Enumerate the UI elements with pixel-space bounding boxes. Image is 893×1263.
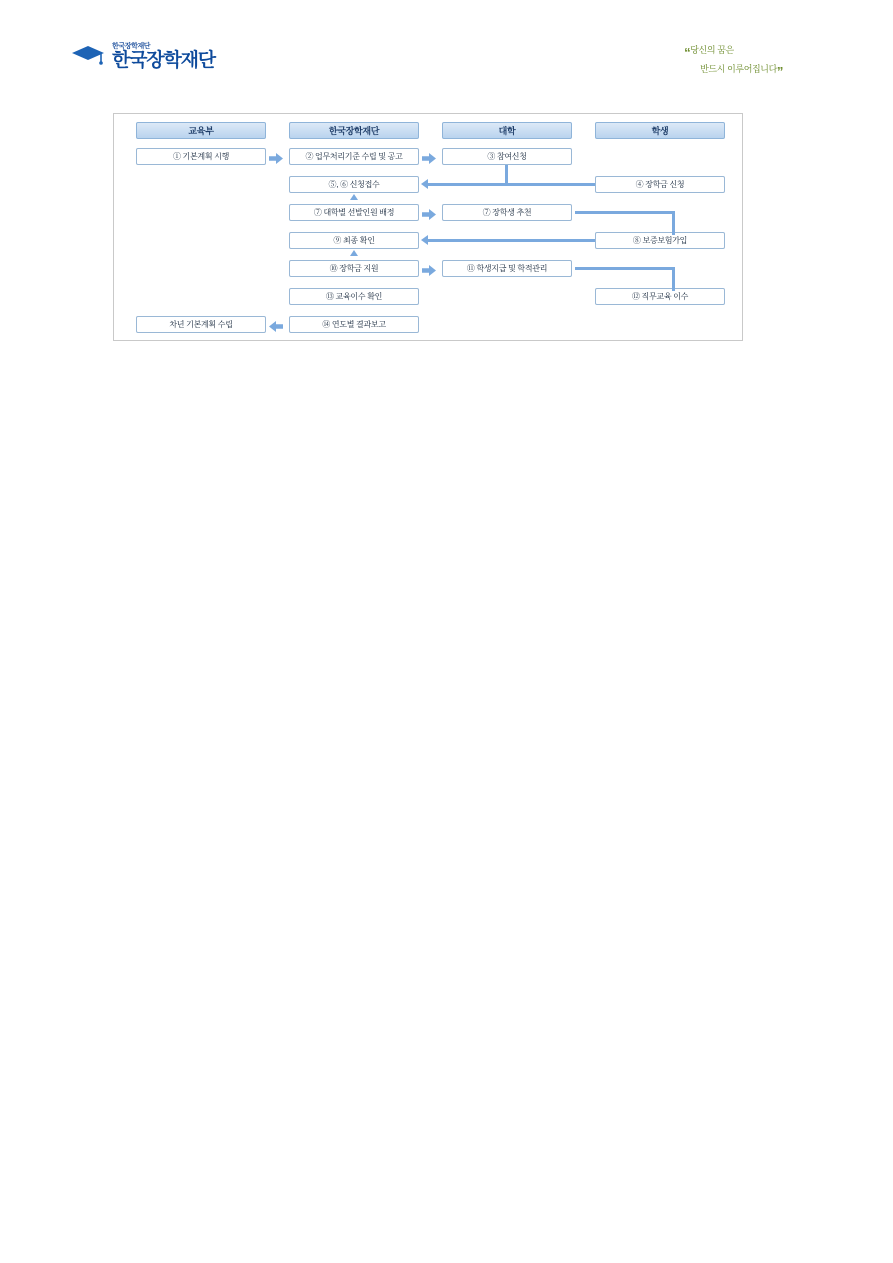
node-job-training-completion: ⑫ 직무교육 이수 [595,288,725,305]
column-header-student: 학생 [595,122,725,139]
node-final-confirmation: ⑨ 최종 확인 [289,232,419,249]
arrowhead-confirmation-up [350,250,358,256]
slogan [684,44,783,82]
arrowhead-receipt-left [421,179,428,189]
connector-disbursement-down [672,267,675,291]
connector-disbursement-right [575,267,675,270]
quote-close-mark: ” [776,63,783,79]
arrowhead-receipt-up [350,194,358,200]
arrow-row7-col1-to-col0 [269,319,283,330]
node-scholarship-payment: ⑩ 장학금 지원 [289,260,419,277]
node-work-standard-announcement: ② 업무처리기준 수립 및 공고 [289,148,419,165]
graduation-cap-icon [70,40,108,70]
arrow-row1-col1-to-col2 [422,151,436,162]
column-header-kosaf: 한국장학재단 [289,122,419,139]
process-flow-diagram [113,113,743,341]
page-header [0,34,893,94]
arrow-row3-col1-to-col2 [422,207,436,218]
connector-recommendation-down [672,211,675,235]
node-scholarship-student-recommendation: ⑦ 장학생 추천 [442,204,572,221]
arrow-row5-col1-to-col2 [422,263,436,274]
node-participation-application: ③ 참여신청 [442,148,572,165]
node-application-receipt: ⑤, ⑥ 신청접수 [289,176,419,193]
slogan-line-2: 반드시 이루어집니다 [700,63,777,74]
quote-open-mark: “ [684,45,691,60]
node-next-year-basic-plan: 차년 기본계획 수립 [136,316,266,333]
slogan-line-1: 당신의 꿈은 [690,45,734,55]
column-header-education-ministry: 교육부 [136,122,266,139]
connector-student-to-receipt [428,183,595,186]
connector-insurance-to-confirmation [428,239,595,242]
node-surety-insurance-enrollment: ⑧ 보증보험가입 [595,232,725,249]
node-basic-plan-implementation: ① 기본계획 시행 [136,148,266,165]
node-annual-result-report: ⑭ 연도별 결과보고 [289,316,419,333]
brand-text [112,43,215,70]
node-training-completion-check: ⑬ 교육이수 확인 [289,288,419,305]
arrow-row1-col0-to-col1 [269,151,283,162]
brand-logo [70,40,215,70]
brand-name: 한국장학재단 [112,50,215,71]
connector-recommendation-right [575,211,675,214]
column-header-university: 대학 [442,122,572,139]
node-student-disbursement-and-academic-management: ⑪ 학생지급 및 학적관리 [442,260,572,277]
brand-subtext: 한국장학재단 [112,43,151,50]
node-scholarship-application: ④ 장학금 신청 [595,176,725,193]
diagram-canvas [114,114,742,340]
connector-participation-down [505,165,508,185]
arrowhead-confirmation-left [421,235,428,245]
node-university-quota-allocation: ⑦ 대학별 선발인원 배정 [289,204,419,221]
